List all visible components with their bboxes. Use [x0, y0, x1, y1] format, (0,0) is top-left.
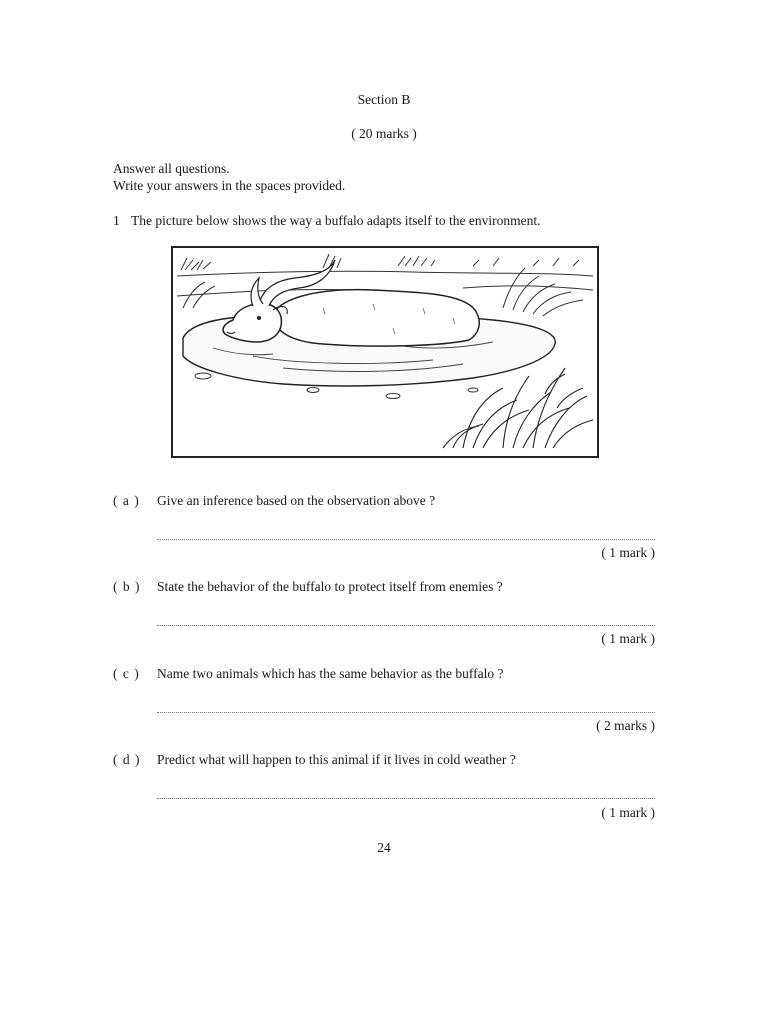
- part-b-question: State the behavior of the buffalo to protect itself from enemies ?: [157, 579, 503, 594]
- part-b-label: ( b ): [113, 579, 140, 594]
- buffalo-wallowing-illustration-icon: [173, 248, 597, 456]
- part-a-question: Give an inference based on the observation above ?: [157, 493, 436, 508]
- part-a-marks: ( 1 mark ): [601, 545, 655, 560]
- instruction-line-2: Write your answers in the spaces provided.: [113, 178, 346, 193]
- part-d-marks: ( 1 mark ): [601, 805, 655, 820]
- part-a-label: ( a ): [113, 493, 139, 508]
- buffalo-figure: [171, 246, 599, 458]
- question-number: 1: [113, 213, 120, 228]
- part-d-answer-line[interactable]: [157, 798, 655, 799]
- part-a-answer-line[interactable]: [157, 539, 655, 540]
- instruction-line-1: Answer all questions.: [113, 161, 230, 176]
- part-b-answer-line[interactable]: [157, 625, 655, 626]
- part-c-question: Name two animals which has the same behavior as the buffalo ?: [157, 666, 504, 681]
- section-marks: ( 20 marks ): [351, 126, 417, 141]
- part-c-answer-line[interactable]: [157, 712, 655, 713]
- question-stem: The picture below shows the way a buffalo adapts itself to the environment.: [131, 213, 541, 228]
- part-b-marks: ( 1 mark ): [601, 631, 655, 646]
- part-c-marks: ( 2 marks ): [596, 718, 655, 733]
- part-d-label: ( d ): [113, 752, 140, 767]
- part-c-label: ( c ): [113, 666, 139, 681]
- page-number: 24: [377, 840, 391, 855]
- part-d-question: Predict what will happen to this animal if it lives in cold weather ?: [157, 752, 516, 767]
- section-title: Section B: [357, 92, 411, 107]
